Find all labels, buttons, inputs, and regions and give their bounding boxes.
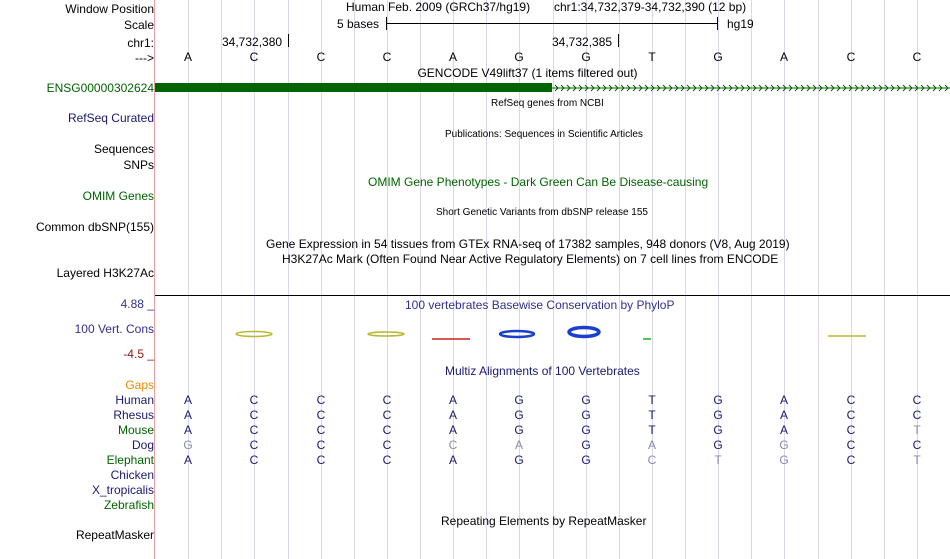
- alignment-base: G: [514, 408, 524, 422]
- species-label-x_tropicalis[interactable]: X_tropicalis: [91, 483, 154, 497]
- alignment-base: G: [581, 408, 591, 422]
- omim-track-label[interactable]: OMIM Genes: [82, 189, 154, 203]
- alignment-base: A: [448, 453, 457, 467]
- alignment-base: T: [714, 453, 722, 467]
- alignment-base: G: [581, 393, 591, 407]
- ref-base: C: [846, 50, 856, 64]
- alignment-base: A: [448, 393, 457, 407]
- gencode-track-title: GENCODE V49lift37 (1 items filtered out): [417, 66, 638, 80]
- alignment-base: T: [648, 393, 656, 407]
- sequences-track-label[interactable]: Sequences: [93, 142, 154, 156]
- scale-label: Scale: [123, 18, 154, 32]
- alignment-base: C: [382, 408, 392, 422]
- coord-tick-1-mark: [288, 34, 289, 47]
- window-position-label: Window Position: [65, 2, 154, 16]
- alignment-base: C: [912, 393, 922, 407]
- ref-base: A: [448, 50, 457, 64]
- alignment-base: G: [779, 453, 789, 467]
- alignment-base: C: [382, 438, 392, 452]
- alignment-base: A: [183, 393, 192, 407]
- scale-bar-right-tick: [717, 17, 718, 30]
- alignment-base: G: [514, 423, 524, 437]
- ref-base: C: [382, 50, 392, 64]
- alignment-base: C: [316, 393, 326, 407]
- alignment-base: C: [382, 453, 392, 467]
- alignment-base: G: [713, 423, 723, 437]
- h3k27ac-track-label[interactable]: Layered H3K27Ac: [56, 266, 154, 280]
- ref-base: C: [249, 50, 259, 64]
- alignment-base: C: [316, 453, 326, 467]
- chrom-label: chr1:: [127, 36, 154, 50]
- cons-min-label: -4.5 _: [123, 347, 154, 361]
- alignment-base: T: [648, 423, 656, 437]
- species-label-mouse[interactable]: Mouse: [117, 423, 154, 437]
- assembly-title: Human Feb. 2009 (GRCh37/hg19): [346, 0, 531, 14]
- alignment-base: A: [183, 408, 192, 422]
- coord-tick-2: 34,732,385: [552, 35, 613, 49]
- repeatmasker-track-title: Repeating Elements by RepeatMasker: [441, 514, 647, 528]
- coord-tick-2-mark: [618, 34, 619, 47]
- ref-base: G: [581, 50, 591, 64]
- gencode-gene-feature[interactable]: [155, 82, 950, 94]
- ref-base: C: [316, 50, 326, 64]
- gtex-track-title: Gene Expression in 54 tissues from GTEx RNA-seq of 17382 samples, 948 donors (V8, Aug 2019): [266, 237, 790, 251]
- alignment-base: C: [846, 393, 856, 407]
- alignment-base: C: [382, 423, 392, 437]
- alignment-base: A: [647, 438, 656, 452]
- cons-track-title: 100 vertebrates Basewise Conservation by PhyloP: [405, 298, 675, 312]
- conservation-logo: [155, 320, 950, 346]
- alignment-base: C: [912, 408, 922, 422]
- alignment-base: C: [249, 453, 259, 467]
- alignment-base: C: [316, 423, 326, 437]
- alignment-base: T: [913, 423, 921, 437]
- alignment-base: C: [912, 438, 922, 452]
- alignment-base: C: [846, 423, 856, 437]
- alignment-base: A: [779, 393, 788, 407]
- species-label-elephant[interactable]: Elephant: [106, 453, 154, 467]
- dbsnp-track-title: Short Genetic Variants from dbSNP release 155: [436, 207, 648, 218]
- species-label-zebrafish[interactable]: Zebrafish: [103, 498, 154, 512]
- alignment-base: C: [846, 438, 856, 452]
- alignment-base: G: [514, 393, 524, 407]
- scale-db: hg19: [727, 17, 754, 31]
- alignment-base: G: [713, 393, 723, 407]
- scale-bar: [386, 23, 717, 24]
- alignment-base: C: [249, 438, 259, 452]
- refseq-track-label[interactable]: RefSeq Curated: [67, 111, 154, 125]
- alignment-base: G: [713, 438, 723, 452]
- alignment-base: G: [581, 423, 591, 437]
- gaps-label: Gaps: [125, 378, 154, 392]
- ref-base: A: [779, 50, 788, 64]
- cons-glyph: [368, 332, 404, 336]
- alignment-base: G: [183, 438, 193, 452]
- multiz-track-title: Multiz Alignments of 100 Vertebrates: [445, 364, 640, 378]
- alignment-base: C: [647, 453, 657, 467]
- coord-tick-1: 34,732,380: [222, 35, 283, 49]
- ref-base: G: [713, 50, 723, 64]
- alignment-base: C: [316, 408, 326, 422]
- species-label-human[interactable]: Human: [115, 393, 154, 407]
- refseq-track-title: RefSeq genes from NCBI: [491, 98, 604, 109]
- publications-track-title: Publications: Sequences in Scientific Articles: [445, 129, 643, 140]
- track-divider: [155, 295, 950, 296]
- omim-track-title: OMIM Gene Phenotypes - Dark Green Can Be Disease-causing: [368, 175, 709, 189]
- cons-glyph: [500, 331, 534, 337]
- alignment-base: C: [382, 393, 392, 407]
- alignment-base: C: [316, 438, 326, 452]
- species-label-chicken[interactable]: Chicken: [110, 468, 154, 482]
- alignment-base: G: [779, 438, 789, 452]
- ref-base: T: [648, 50, 656, 64]
- alignment-base: G: [581, 438, 591, 452]
- gencode-exon-block: [155, 83, 552, 92]
- alignment-base: C: [249, 423, 259, 437]
- alignment-base: G: [581, 453, 591, 467]
- species-label-dog[interactable]: Dog: [131, 438, 154, 452]
- scale-bar-left-tick: [386, 17, 387, 30]
- alignment-base: C: [846, 408, 856, 422]
- alignment-base: A: [183, 453, 192, 467]
- alignment-base: T: [648, 408, 656, 422]
- alignment-base: G: [514, 453, 524, 467]
- h3k27ac-track-title: H3K27Ac Mark (Often Found Near Active Regulatory Elements) on 7 cell lines from ENCODE: [282, 252, 779, 266]
- alignment-base: A: [514, 438, 523, 452]
- alignment-base: C: [249, 408, 259, 422]
- position-title: chr1:34,732,379-34,732,390 (12 bp): [554, 0, 747, 14]
- alignment-base: C: [846, 453, 856, 467]
- gencode-item-label[interactable]: ENSG00000302624: [46, 81, 154, 95]
- repeatmasker-track-label[interactable]: RepeatMasker: [75, 528, 154, 542]
- ref-base: C: [912, 50, 922, 64]
- alignment-base: A: [448, 408, 457, 422]
- cons-max-label: 4.88 _: [120, 297, 154, 311]
- cons-glyph: [569, 328, 599, 337]
- ref-base: A: [183, 50, 192, 64]
- alignment-base: T: [913, 453, 921, 467]
- alignment-base: A: [779, 408, 788, 422]
- alignment-base: A: [779, 423, 788, 437]
- strand-arrow-label: --->: [135, 51, 154, 65]
- alignment-base: A: [448, 423, 457, 437]
- ref-base: G: [514, 50, 524, 64]
- alignment-base: C: [448, 438, 458, 452]
- species-label-rhesus[interactable]: Rhesus: [113, 408, 154, 422]
- alignment-base: A: [183, 423, 192, 437]
- snps-track-label[interactable]: SNPs: [123, 158, 154, 172]
- alignment-base: C: [249, 393, 259, 407]
- alignment-base: G: [713, 408, 723, 422]
- cons-glyph: [236, 332, 272, 337]
- scale-text: 5 bases: [337, 17, 380, 31]
- dbsnp-track-label[interactable]: Common dbSNP(155): [35, 220, 154, 234]
- cons-track-label[interactable]: 100 Vert. Cons: [74, 322, 154, 336]
